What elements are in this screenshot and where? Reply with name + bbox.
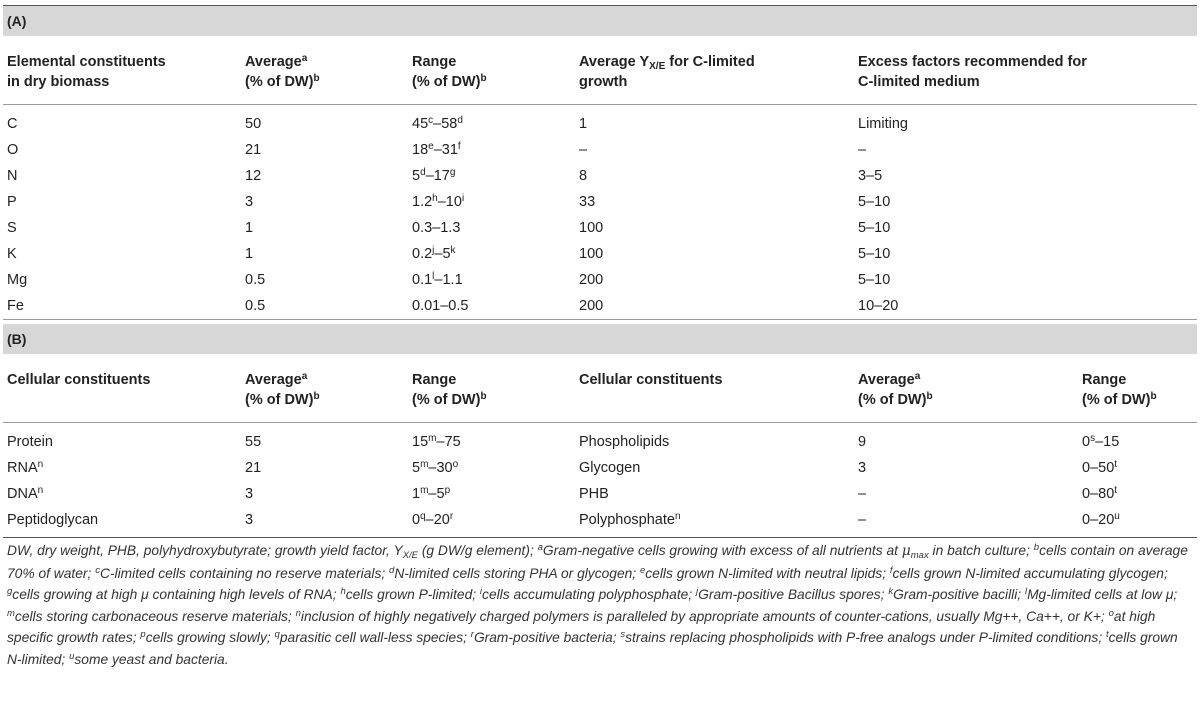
average-value: 21 <box>245 142 262 158</box>
average-cell <box>854 481 1078 507</box>
table-row <box>3 163 1197 189</box>
element-cell <box>3 215 241 241</box>
average-value: 12 <box>245 168 262 184</box>
range-note-1: q <box>420 511 426 522</box>
yield-value: 1 <box>579 116 588 132</box>
table-row <box>3 455 1197 481</box>
average-value: 3 <box>858 460 867 476</box>
footnote-key: q <box>274 629 280 641</box>
excess-value: 5–10 <box>858 246 891 262</box>
range-end: –17 <box>425 168 450 184</box>
header-elemental: Elemental constituents in dry biomass <box>7 54 166 90</box>
average-value: 9 <box>858 434 867 450</box>
constituent-cell <box>3 507 241 533</box>
yield-value: 8 <box>579 168 588 184</box>
range-note-1: d <box>420 167 426 178</box>
footnote-key: b <box>1033 542 1040 553</box>
constituent-cell <box>575 423 854 456</box>
range-start: 45 <box>412 116 429 132</box>
footnote-key: t <box>1106 629 1109 641</box>
footnote-key: j <box>696 586 699 598</box>
element-cell <box>3 241 241 267</box>
footnote-text: cells growing slowly; <box>145 630 275 646</box>
range-end: –5 <box>428 486 445 502</box>
range-end: –30 <box>428 460 453 476</box>
footnote-text: cells contain on average 70% of water; <box>7 543 1188 581</box>
footnote-key: r <box>470 629 474 641</box>
average-value: 21 <box>245 460 262 476</box>
footnote-key: n <box>295 607 301 619</box>
footnote-key: m <box>7 607 15 619</box>
footnote-key: f <box>889 564 893 576</box>
range-end: –20 <box>425 512 450 528</box>
footnote-key: e <box>639 564 646 576</box>
table-footnote <box>3 538 1197 671</box>
range-cell <box>408 267 575 293</box>
yield-cell <box>575 163 854 189</box>
range-end: –10 <box>437 194 462 210</box>
constituent-name: Polyphosphate <box>579 512 675 528</box>
footnote-key: k <box>888 586 894 598</box>
constituent-cell <box>3 455 241 481</box>
range-note-1: s <box>1090 433 1096 444</box>
range-cell <box>408 215 575 241</box>
excess-value: 10–20 <box>858 298 899 314</box>
constituent-name: DNA <box>7 486 38 502</box>
range-start: 0–80 <box>1082 486 1115 502</box>
footnote-key: p <box>140 629 146 641</box>
average-cell <box>241 137 408 163</box>
element-cell <box>3 105 241 138</box>
footnote-key: l <box>1024 586 1028 598</box>
yield-cell <box>575 267 854 293</box>
footnote-key: d <box>389 564 395 576</box>
element-name: Fe <box>7 298 24 314</box>
footnote-text: cells growing at high μ containing high levels of RNA; <box>12 587 341 603</box>
average-value: 3 <box>245 512 254 528</box>
average-cell <box>241 507 408 533</box>
table-row <box>3 481 1197 507</box>
range-cell <box>1078 455 1197 481</box>
element-name: C <box>7 116 18 132</box>
footnote-key: a <box>537 542 543 553</box>
range-cell <box>1078 481 1197 507</box>
range-note-1: h <box>432 193 438 204</box>
excess-value: 3–5 <box>858 168 883 184</box>
average-cell <box>241 189 408 215</box>
average-cell <box>241 105 408 138</box>
footnote-key: h <box>340 586 346 598</box>
range-start: 5 <box>412 460 421 476</box>
header-average-1: Average$^a$ (% of DW)$^b$ <box>245 371 320 408</box>
footnote-mu: μ <box>901 543 911 559</box>
excess-value: 5–10 <box>858 194 891 210</box>
header-excess: Excess factors recommended for C-limited medium <box>858 54 1087 90</box>
average-cell <box>854 455 1078 481</box>
constituent-cell <box>575 507 854 533</box>
average-cell <box>854 507 1078 533</box>
table-row <box>3 267 1197 293</box>
excess-cell <box>854 137 1197 163</box>
range-note-1: m <box>420 459 429 470</box>
range-note-1: l <box>432 271 435 282</box>
footnote-text: inclusion of highly negatively charged polymers is paralleled by appropriate amounts of counter-cations, usually Mg++, Ca++, or K+; <box>300 608 1109 624</box>
range-cell <box>408 455 575 481</box>
element-cell <box>3 267 241 293</box>
average-cell <box>241 241 408 267</box>
range-note-1: e <box>428 141 434 152</box>
average-cell <box>854 423 1078 456</box>
excess-cell <box>854 105 1197 138</box>
range-start: 0–20 <box>1082 512 1115 528</box>
average-value: – <box>858 512 867 528</box>
footnote-intro: DW, dry weight, PHB, polyhydroxybutyrate; growth yield factor, Y <box>7 543 403 558</box>
table-row <box>3 105 1197 138</box>
table-container <box>3 5 1197 671</box>
yield-cell <box>575 241 854 267</box>
excess-value: Limiting <box>858 116 908 132</box>
range-start: 0.01–0.5 <box>412 298 469 314</box>
excess-cell <box>854 189 1197 215</box>
footnote-text: strains replacing phospholipids with P-free analogs under P-limited conditions; <box>625 630 1106 646</box>
footnote-text: Gram-negative cells growing with excess of all nutrients at <box>542 543 902 558</box>
range-note-2: d <box>457 115 463 126</box>
element-name: O <box>7 142 19 158</box>
range-note-2: p <box>444 485 451 496</box>
range-start: 0.1 <box>412 272 433 288</box>
yield-value: 100 <box>579 220 604 236</box>
range-note-2: t <box>1114 459 1118 470</box>
excess-cell <box>854 293 1197 319</box>
excess-value: – <box>858 142 867 158</box>
average-value: 55 <box>245 434 262 450</box>
yield-value: 100 <box>579 246 604 262</box>
footnote-key: g <box>7 586 13 598</box>
range-start: 5 <box>412 168 421 184</box>
table-row <box>3 423 1197 456</box>
range-cell <box>1078 423 1197 456</box>
footnote-text: N-limited cells storing PHA or glycogen; <box>394 565 640 581</box>
excess-cell <box>854 267 1197 293</box>
range-start: 1 <box>412 486 421 502</box>
range-cell <box>1078 507 1197 533</box>
average-cell <box>241 267 408 293</box>
header-average: Average$^a$ (% of DW)$^b$ <box>245 53 320 90</box>
constituent-cell <box>3 481 241 507</box>
range-start: 1.2 <box>412 194 433 210</box>
range-start: 0–50 <box>1082 460 1115 476</box>
excess-value: 5–10 <box>858 272 891 288</box>
footnote-key: c <box>95 564 100 576</box>
footnote-key: s <box>620 629 626 641</box>
header-yield: Average $Y_{X/E}$ for C-limited growth <box>579 54 755 90</box>
range-note-2: u <box>1114 511 1120 522</box>
constituent-name: Peptidoglycan <box>7 512 99 528</box>
range-cell <box>408 241 575 267</box>
footnote-text: at high specific growth rates; <box>7 608 1156 646</box>
table-row <box>3 241 1197 267</box>
yield-value: 200 <box>579 298 604 314</box>
range-note-2: f <box>457 141 461 152</box>
table-row <box>3 137 1197 163</box>
range-start: 15 <box>412 434 429 450</box>
average-cell <box>241 481 408 507</box>
footnote-intro-end: (g DW/g element); <box>418 543 538 558</box>
average-value: – <box>858 486 867 502</box>
element-cell <box>3 189 241 215</box>
table-row <box>3 293 1197 319</box>
range-cell <box>408 481 575 507</box>
constituent-cell <box>575 455 854 481</box>
header-range-2: Range (% of DW)$^b$ <box>1082 372 1157 408</box>
table-row <box>3 507 1197 533</box>
yield-cell <box>575 293 854 319</box>
constituent-name: RNA <box>7 460 38 476</box>
range-note-2: g <box>449 167 456 178</box>
footnote-text: cells grown N-limited accumulating glycogen; <box>892 565 1168 581</box>
element-name: S <box>7 220 17 236</box>
constituent-name: Phospholipids <box>579 434 670 450</box>
table-row <box>3 189 1197 215</box>
range-start: 0.2 <box>412 246 433 262</box>
range-note-2: o <box>452 459 459 470</box>
range-end: –75 <box>436 434 461 450</box>
section-a-header-row <box>3 36 1197 104</box>
average-cell <box>241 215 408 241</box>
footnote-text: cells grown P-limited; <box>345 587 480 603</box>
section-b-table <box>3 354 1197 533</box>
average-value: 3 <box>245 194 254 210</box>
excess-cell <box>854 241 1197 267</box>
yield-cell <box>575 189 854 215</box>
footnote-key: i <box>479 586 483 598</box>
header-range-1: Range (% of DW)$^b$ <box>412 372 487 408</box>
constituent-cell <box>3 423 241 456</box>
average-value: 3 <box>245 486 254 502</box>
element-cell <box>3 137 241 163</box>
header-cellular-2: Cellular constituents <box>579 372 723 388</box>
element-cell <box>3 293 241 319</box>
range-cell <box>408 507 575 533</box>
footnote-mu-sub: max <box>910 550 929 561</box>
section-b-label: (B) <box>3 324 1197 354</box>
range-end: –58 <box>433 116 458 132</box>
average-value: 50 <box>245 116 262 132</box>
range-end: –5 <box>434 246 451 262</box>
footnote-a-tail: in batch culture; <box>928 543 1034 558</box>
range-note-2: i <box>461 193 465 204</box>
range-note-1: m <box>428 433 437 444</box>
element-name: Mg <box>7 272 28 288</box>
range-cell <box>408 293 575 319</box>
yield-value: 200 <box>579 272 604 288</box>
range-cell <box>408 163 575 189</box>
range-note-1: c <box>428 115 434 126</box>
element-cell <box>3 163 241 189</box>
range-note-2: r <box>449 511 454 522</box>
constituent-name: Protein <box>7 434 53 450</box>
range-end: –31 <box>433 142 458 158</box>
constituent-name: Glycogen <box>579 460 641 476</box>
range-end: –1.1 <box>434 272 463 288</box>
average-value: 0.5 <box>245 272 266 288</box>
element-name: N <box>7 168 18 184</box>
range-cell <box>408 105 575 138</box>
yield-cell <box>575 137 854 163</box>
average-cell <box>241 423 408 456</box>
section-a-table <box>3 36 1197 320</box>
excess-cell <box>854 215 1197 241</box>
range-start: 18 <box>412 142 429 158</box>
footnote-intro-sub: X/E <box>402 550 418 561</box>
range-note-1: j <box>432 245 435 256</box>
footnote-text: cells accumulating polyphosphate; <box>482 587 697 603</box>
yield-value: – <box>579 142 588 158</box>
range-note-2: t <box>1114 485 1118 496</box>
constituent-note: n <box>674 511 681 522</box>
footnote-text: Mg-limited cells at low μ; <box>1027 587 1178 603</box>
average-cell <box>241 163 408 189</box>
table-row <box>3 215 1197 241</box>
average-value: 0.5 <box>245 298 266 314</box>
footnote-text: Gram-positive Bacillus spores; <box>698 587 889 603</box>
footnote-text: Gram-positive bacteria; <box>473 630 621 646</box>
constituent-name: PHB <box>579 486 609 502</box>
header-cellular-1: Cellular constituents <box>7 372 151 388</box>
footnote-text: Gram-positive bacilli; <box>893 587 1025 603</box>
average-value: 1 <box>245 220 254 236</box>
constituent-note: n <box>37 485 44 496</box>
range-start: 0 <box>412 512 421 528</box>
footnote-text: cells storing carbonaceous reserve materials; <box>14 608 296 624</box>
section-a-label: (A) <box>3 6 1197 36</box>
range-cell <box>408 189 575 215</box>
footnote-text: C-limited cells containing no reserve materials; <box>99 565 390 581</box>
footnote-text: some yeast and bacteria. <box>74 651 229 667</box>
excess-value: 5–10 <box>858 220 891 236</box>
range-note-2: k <box>450 245 456 256</box>
range-start: 0.3–1.3 <box>412 220 461 236</box>
footnote-key: o <box>1108 607 1114 619</box>
constituent-cell <box>575 481 854 507</box>
footnote-text: cells grown N-limited; <box>7 630 1178 667</box>
element-name: P <box>7 194 17 210</box>
footnote-text: parasitic cell wall-less species; <box>279 630 471 646</box>
average-cell <box>241 455 408 481</box>
range-note-1: m <box>420 485 429 496</box>
footnote-text: cells grown N-limited with neutral lipids; <box>645 565 890 581</box>
range-cell <box>408 423 575 456</box>
element-name: K <box>7 246 17 262</box>
header-range: Range (% of DW)$^b$ <box>412 54 487 90</box>
range-cell <box>408 137 575 163</box>
range-start: 0 <box>1082 434 1091 450</box>
section-b-header-row <box>3 354 1197 422</box>
footnote-key: u <box>69 650 75 662</box>
average-cell <box>241 293 408 319</box>
range-end: –15 <box>1095 434 1120 450</box>
average-value: 1 <box>245 246 254 262</box>
yield-value: 33 <box>579 194 596 210</box>
header-average-2: Average$^a$ (% of DW)$^b$ <box>858 371 933 408</box>
yield-cell <box>575 215 854 241</box>
excess-cell <box>854 163 1197 189</box>
constituent-note: n <box>37 459 44 470</box>
yield-cell <box>575 105 854 138</box>
